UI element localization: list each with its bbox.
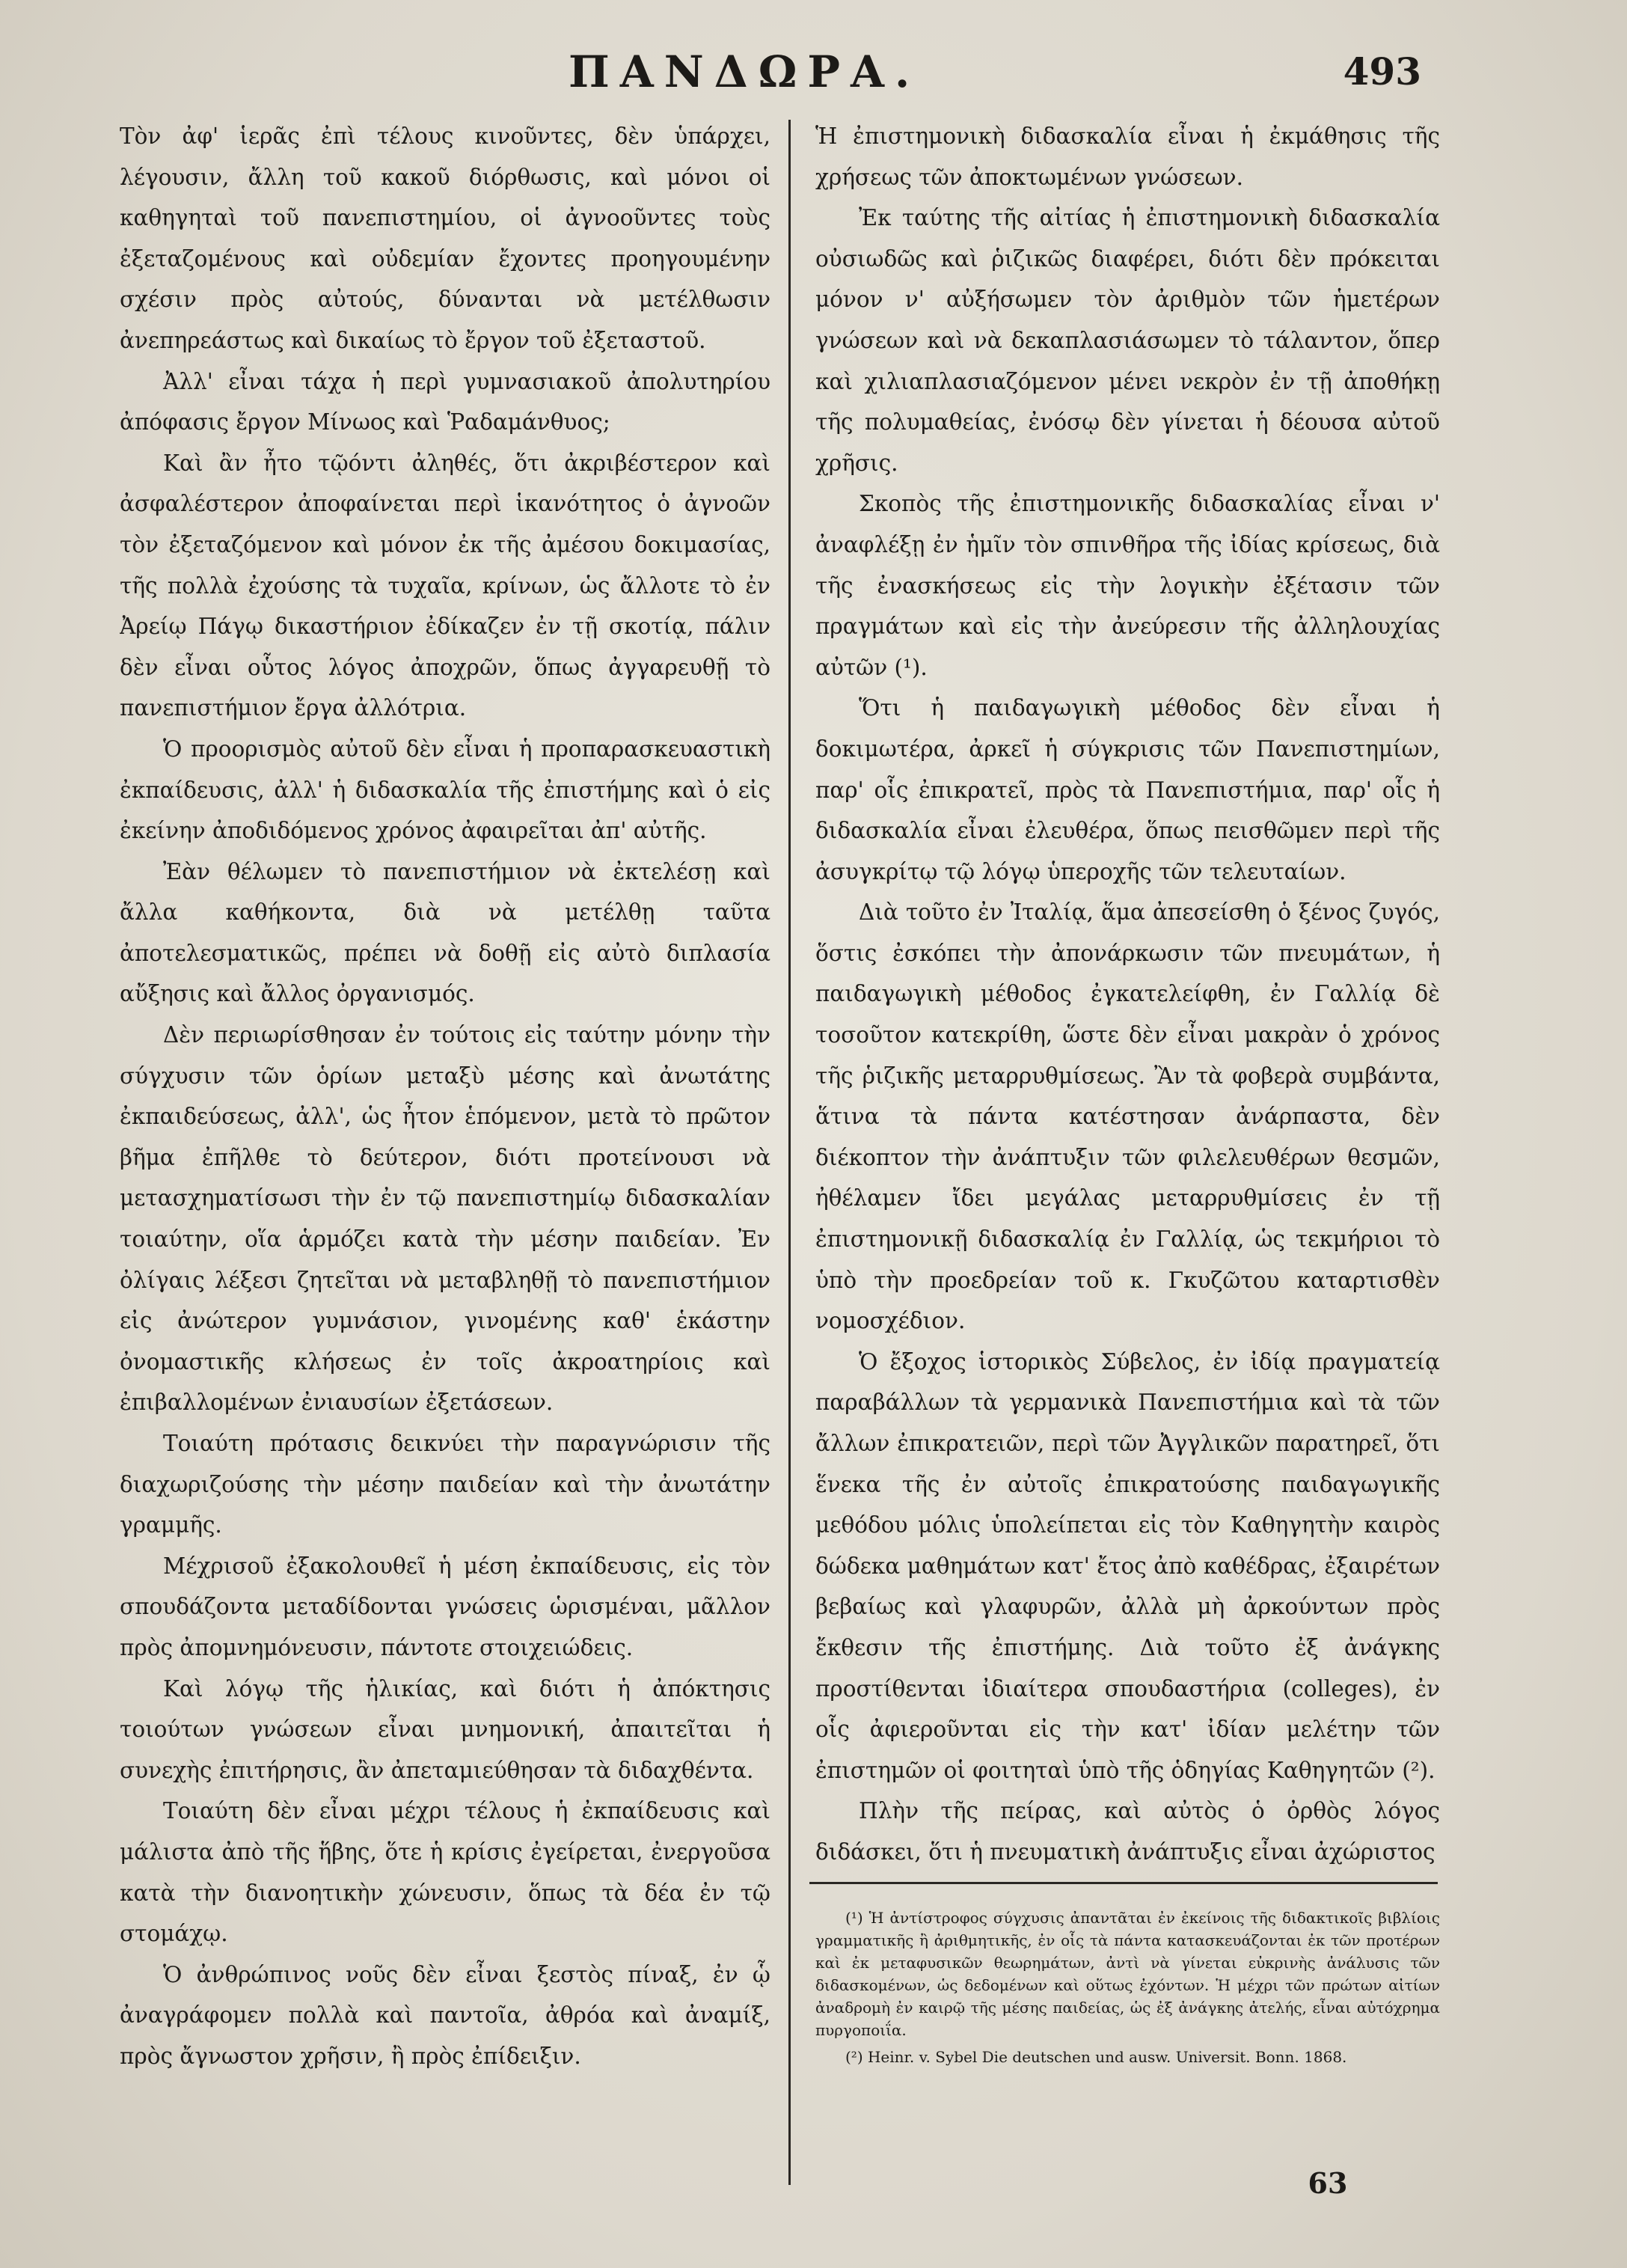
footnotes — [815, 1907, 1440, 2073]
paragraph: Ὁ ἔξοχος ἱστορικὸς Σύβελος, ἐν ἰδίᾳ πραγματείᾳ παραβάλλων τὰ γερμανικὰ Πανεπιστήμια καὶ τὰ τῶν ἄλλων ἐπικρατειῶν, περὶ τῶν Ἀγγλικῶν παρατηρεῖ, ὅτι ἕνεκα τῆς ἐν αὐτοῖς ἐπικρατούσης παιδαγωγικῆς μεθόδου μόλις ὑπολείπεται εἰς τὸν Καθηγητὴν καιρὸς δώδεκα μαθημάτων κατ' ἔτος ἀπὸ καθέδρας, ἐξαιρέτων βεβαίως καὶ γλαφυρῶν, ἀλλὰ μὴ ἀρκούντων πρὸς ἔκθεσιν τῆς ἐπιστήμης. Διὰ τοῦτο ἐξ ἀνάγκης προστίθενται ἰδιαίτερα σπουδαστήρια (colleges), ἐν οἷς ἀφιεροῦνται εἰς τὴν κατ' ἰδίαν μελέτην τῶν ἐπιστημῶν οἱ φοιτηταὶ ὑπὸ τῆς ὁδηγίας Καθηγητῶν (²). — [815, 1348, 1440, 1783]
paragraph: Διὰ τοῦτο ἐν Ἰταλίᾳ, ἅμα ἀπεσείσθη ὁ ξένος ζυγός, ὅστις ἐσκόπει τὴν ἀπονάρκωσιν τῶν πνευμάτων, ἡ παιδαγωγικὴ μέθοδος ἐγκατελείφθη, ἐν Γαλλίᾳ δὲ τοσοῦτον κατεκρίθη, ὥστε δὲν εἶναι μακρὰν ὁ χρόνος τῆς ῥιζικῆς μεταρρυθμίσεως. Ἂν τὰ φοβερὰ συμβάντα, ἅτινα τὰ πάντα κατέστησαν ἀνάρπαστα, δὲν διέκοπτον τὴν ἀνάπτυξιν τῶν φιλελευθέρων θεσμῶν, ἠθέλαμεν ἴδει μεγάλας μεταρρυθμίσεις ἐν τῇ ἐπιστημονικῇ διδασκαλίᾳ ἐν Γαλλίᾳ, ὡς τεκμήριοι τὸ ὑπὸ τὴν προεδρείαν τοῦ κ. Γκυζῶτου καταρτισθὲν νομοσχέδιον. — [815, 899, 1440, 1334]
paragraph: Ἐκ ταύτης τῆς αἰτίας ἡ ἐπιστημονικὴ διδασκαλία οὐσιωδῶς καὶ ῥιζικῶς διαφέρει, διότι δὲν πρόκειται μόνον ν' αὐξήσωμεν τὸν ἀριθμὸν τῶν ἡμετέρων γνώσεων καὶ νὰ δεκαπλασιάσωμεν τὸ τάλαντον, ὅπερ καὶ χιλιαπλασιαζόμενον μένει νεκρὸν ἐν τῇ ἀποθήκῃ τῆς πολυμαθείας, ἐνόσῳ δὲν γίνεται ἡ δέουσα αὐτοῦ χρῆσις. — [815, 205, 1440, 476]
column-divider — [788, 120, 791, 2185]
paragraph: Τὸν ἀφ' ἱερᾶς ἐπὶ τέλους κινοῦντες, δὲν ὑπάρχει, λέγουσιν, ἄλλη τοῦ κακοῦ διόρθωσις, καὶ μόνοι οἱ καθηγηταὶ τοῦ πανεπιστημίου, οἱ ἀγνοοῦντες τοὺς ἐξεταζομένους καὶ οὐδεμίαν ἔχοντες προηγουμένην σχέσιν πρὸς αὐτούς, δύνανται νὰ μετέλθωσιν ἀνεπηρεάστως καὶ δικαίως τὸ ἔργον τοῦ ἐξεταστοῦ. — [120, 123, 770, 353]
paragraph: Πλὴν τῆς πείρας, καὶ αὐτὸς ὁ ὀρθὸς λόγος διδάσκει, ὅτι ἡ πνευματικὴ ἀνάπτυξις εἶναι ἀχώριστος — [815, 1798, 1440, 1865]
running-title: ΠΑΝΔΩΡΑ. — [569, 46, 921, 97]
paragraph: Τοιαύτη πρότασις δεικνύει τὴν παραγνώρισιν τῆς διαχωριζούσης τὴν μέσην παιδείαν καὶ τὴν ἀνωτάτην γραμμῆς. — [120, 1431, 770, 1538]
left-column — [120, 116, 770, 2133]
footnote: (²) Heinr. v. Sybel Die deutschen und ausw. Universit. Bonn. 1868. — [845, 2048, 1347, 2066]
page-number: 493 — [1343, 49, 1421, 94]
page-header — [0, 46, 1627, 106]
paragraph: Ἐὰν θέλωμεν τὸ πανεπιστήμιον νὰ ἐκτελέσῃ καὶ ἄλλα καθήκοντα, διὰ νὰ μετέλθῃ ταῦτα ἀποτελεσματικῶς, πρέπει νὰ δοθῇ εἰς αὐτὸ διπλασία αὔξησις καὶ ἄλλος ὀργανισμός. — [120, 858, 770, 1007]
paragraph: Ὁ προορισμὸς αὐτοῦ δὲν εἶναι ἡ προπαρασκευαστικὴ ἐκπαίδευσις, ἀλλ' ἡ διδασκαλία τῆς ἐπιστήμης καὶ ὁ εἰς ἐκείνην ἀποδιδόμενος χρόνος ἀφαιρεῖται ἀπ' αὐτῆς. — [120, 736, 770, 844]
paragraph: Τοιαύτη δὲν εἶναι μέχρι τέλους ἡ ἐκπαίδευσις καὶ μάλιστα ἀπὸ τῆς ἥβης, ὅτε ἡ κρίσις ἐγείρεται, ἐνεργοῦσα κατὰ τὴν διανοητικὴν χώνευσιν, ὅπως τὰ δέα ἐν τῷ στομάχῳ. — [120, 1798, 770, 1947]
paragraph: Σκοπὸς τῆς ἐπιστημονικῆς διδασκαλίας εἶναι ν' ἀναφλέξῃ ἐν ἡμῖν τὸν σπινθῆρα τῆς ἰδίας κρίσεως, διὰ τῆς ἐνασκήσεως εἰς τὴν λογικὴν ἐξέτασιν τῶν πραγμάτων καὶ εἰς τὴν ἀνεύρεσιν τῆς ἀλληλουχίας αὐτῶν (¹). — [815, 491, 1440, 680]
footnote: (¹) Ἡ ἀντίστροφος σύγχυσις ἀπαντᾶται ἐν ἐκείνοις τῆς διδακτικοῖς βιβλίοις γραμματικῆς ἢ ἀριθμητικῆς, ἐν οἷς τὰ πάντα κατασκευάζονται ἐκ τῶν προτέρων καὶ ἐκ μεταφυσικῶν θεωρημάτων, ἀντὶ νὰ γίνεται εὐκρινὴς ἀνάλυσις τῶν διδασκομένων, ὡς δεδομένων καὶ οὕτως ἐχόντων. Ἡ μέχρι τῶν πρώτων αἰτίων ἀναδρομὴ ἐν καιρῷ τῆς μέσης παιδείας, ὡς ἐξ ἀνάγκης ἀτελής, εἶναι αὐτόχρημα πυργοποιΐα. — [815, 1909, 1440, 2039]
paragraph: Καὶ ἂν ἦτο τῷόντι ἀληθές, ὅτι ἀκριβέστερον καὶ ἀσφαλέστερον ἀποφαίνεται περὶ ἱκανότητος ὁ ἀγνοῶν τὸν ἐξεταζόμενον καὶ μόνον ἐκ τῆς ἀμέσου δοκιμασίας, τῆς πολλὰ ἐχούσης τὰ τυχαῖα, κρίνων, ὡς ἄλλοτε τὸ ἐν Ἀρείῳ Πάγῳ δικαστήριον ἐδίκαζεν ἐν τῇ σκοτίᾳ, πάλιν δὲν εἶναι οὗτος λόγος ἀποχρῶν, ὅπως ἀγγαρευθῇ τὸ πανεπιστήμιον ἔργα ἀλλότρια. — [120, 450, 770, 721]
footnote-rule — [809, 1882, 1438, 1884]
paragraph: Μέχρισοῦ ἐξακολουθεῖ ἡ μέση ἐκπαίδευσις, εἰς τὸν σπουδάζοντα μεταδίδονται γνώσεις ὡρισμέναι, μᾶλλον πρὸς ἀπομνημόνευσιν, πάντοτε στοιχειώδεις. — [120, 1553, 770, 1660]
paragraph: Καὶ λόγῳ τῆς ἡλικίας, καὶ διότι ἡ ἀπόκτησις τοιούτων γνώσεων εἶναι μνημονική, ἀπαιτεῖται ἡ συνεχὴς ἐπιτήρησις, ἂν ἀπεταμιεύθησαν τὰ διδαχθέντα. — [120, 1675, 770, 1783]
right-column — [815, 116, 1440, 1879]
paragraph: Δὲν περιωρίσθησαν ἐν τούτοις εἰς ταύτην μόνην τὴν σύγχυσιν τῶν ὁρίων μεταξὺ μέσης καὶ ἀνωτάτης ἐκπαιδεύσεως, ἀλλ', ὡς ἦτον ἑπόμενον, μετὰ τὸ πρῶτον βῆμα ἐπῆλθε τὸ δεύτερον, διότι προτείνουσι νὰ μετασχηματίσωσι τὴν ἐν τῷ πανεπιστημίῳ διδασκαλίαν τοιαύτην, οἵα ἁρμόζει κατὰ τὴν μέσην παιδείαν. Ἐν ὀλίγαις λέξεσι ζητεῖται νὰ μεταβληθῇ τὸ πανεπιστήμιον εἰς ἀνώτερον γυμνάσιον, γινομένης καθ' ἑκάστην ὀνομαστικῆς κλήσεως ἐν τοῖς ἀκροατηρίοις καὶ ἐπιβαλλομένων ἐνιαυσίων ἐξετάσεων. — [120, 1022, 770, 1416]
paragraph: Ὅτι ἡ παιδαγωγικὴ μέθοδος δὲν εἶναι ἡ δοκιμωτέρα, ἀρκεῖ ἡ σύγκρισις τῶν Πανεπιστημίων, παρ' οἷς ἐπικρατεῖ, πρὸς τὰ Πανεπιστήμια, παρ' οἷς ἡ διδασκαλία εἶναι ἐλευθέρα, ὅπως πεισθῶμεν περὶ τῆς ἀσυγκρίτῳ τῷ λόγῳ ὑπεροχῆς τῶν τελευταίων. — [815, 695, 1440, 884]
printer-signature: 63 — [1308, 2166, 1348, 2200]
paragraph: Ἀλλ' εἶναι τάχα ἡ περὶ γυμνασιακοῦ ἀπολυτηρίου ἀπόφασις ἔργον Μίνωος καὶ Ῥαδαμάνθυος; — [120, 368, 770, 435]
paragraph: Ἡ ἐπιστημονικὴ διδασκαλία εἶναι ἡ ἐκμάθησις τῆς χρήσεως τῶν ἀποκτωμένων γνώσεων. — [815, 123, 1440, 190]
paragraph: Ὁ ἀνθρώπινος νοῦς δὲν εἶναι ξεστὸς πίναξ, ἐν ᾧ ἀναγράφομεν πολλὰ καὶ παντοῖα, ἀθρόα καὶ ἀναμίξ, πρὸς ἄγνωστον χρῆσιν, ἢ πρὸς ἐπίδειξιν. — [120, 1961, 770, 2069]
